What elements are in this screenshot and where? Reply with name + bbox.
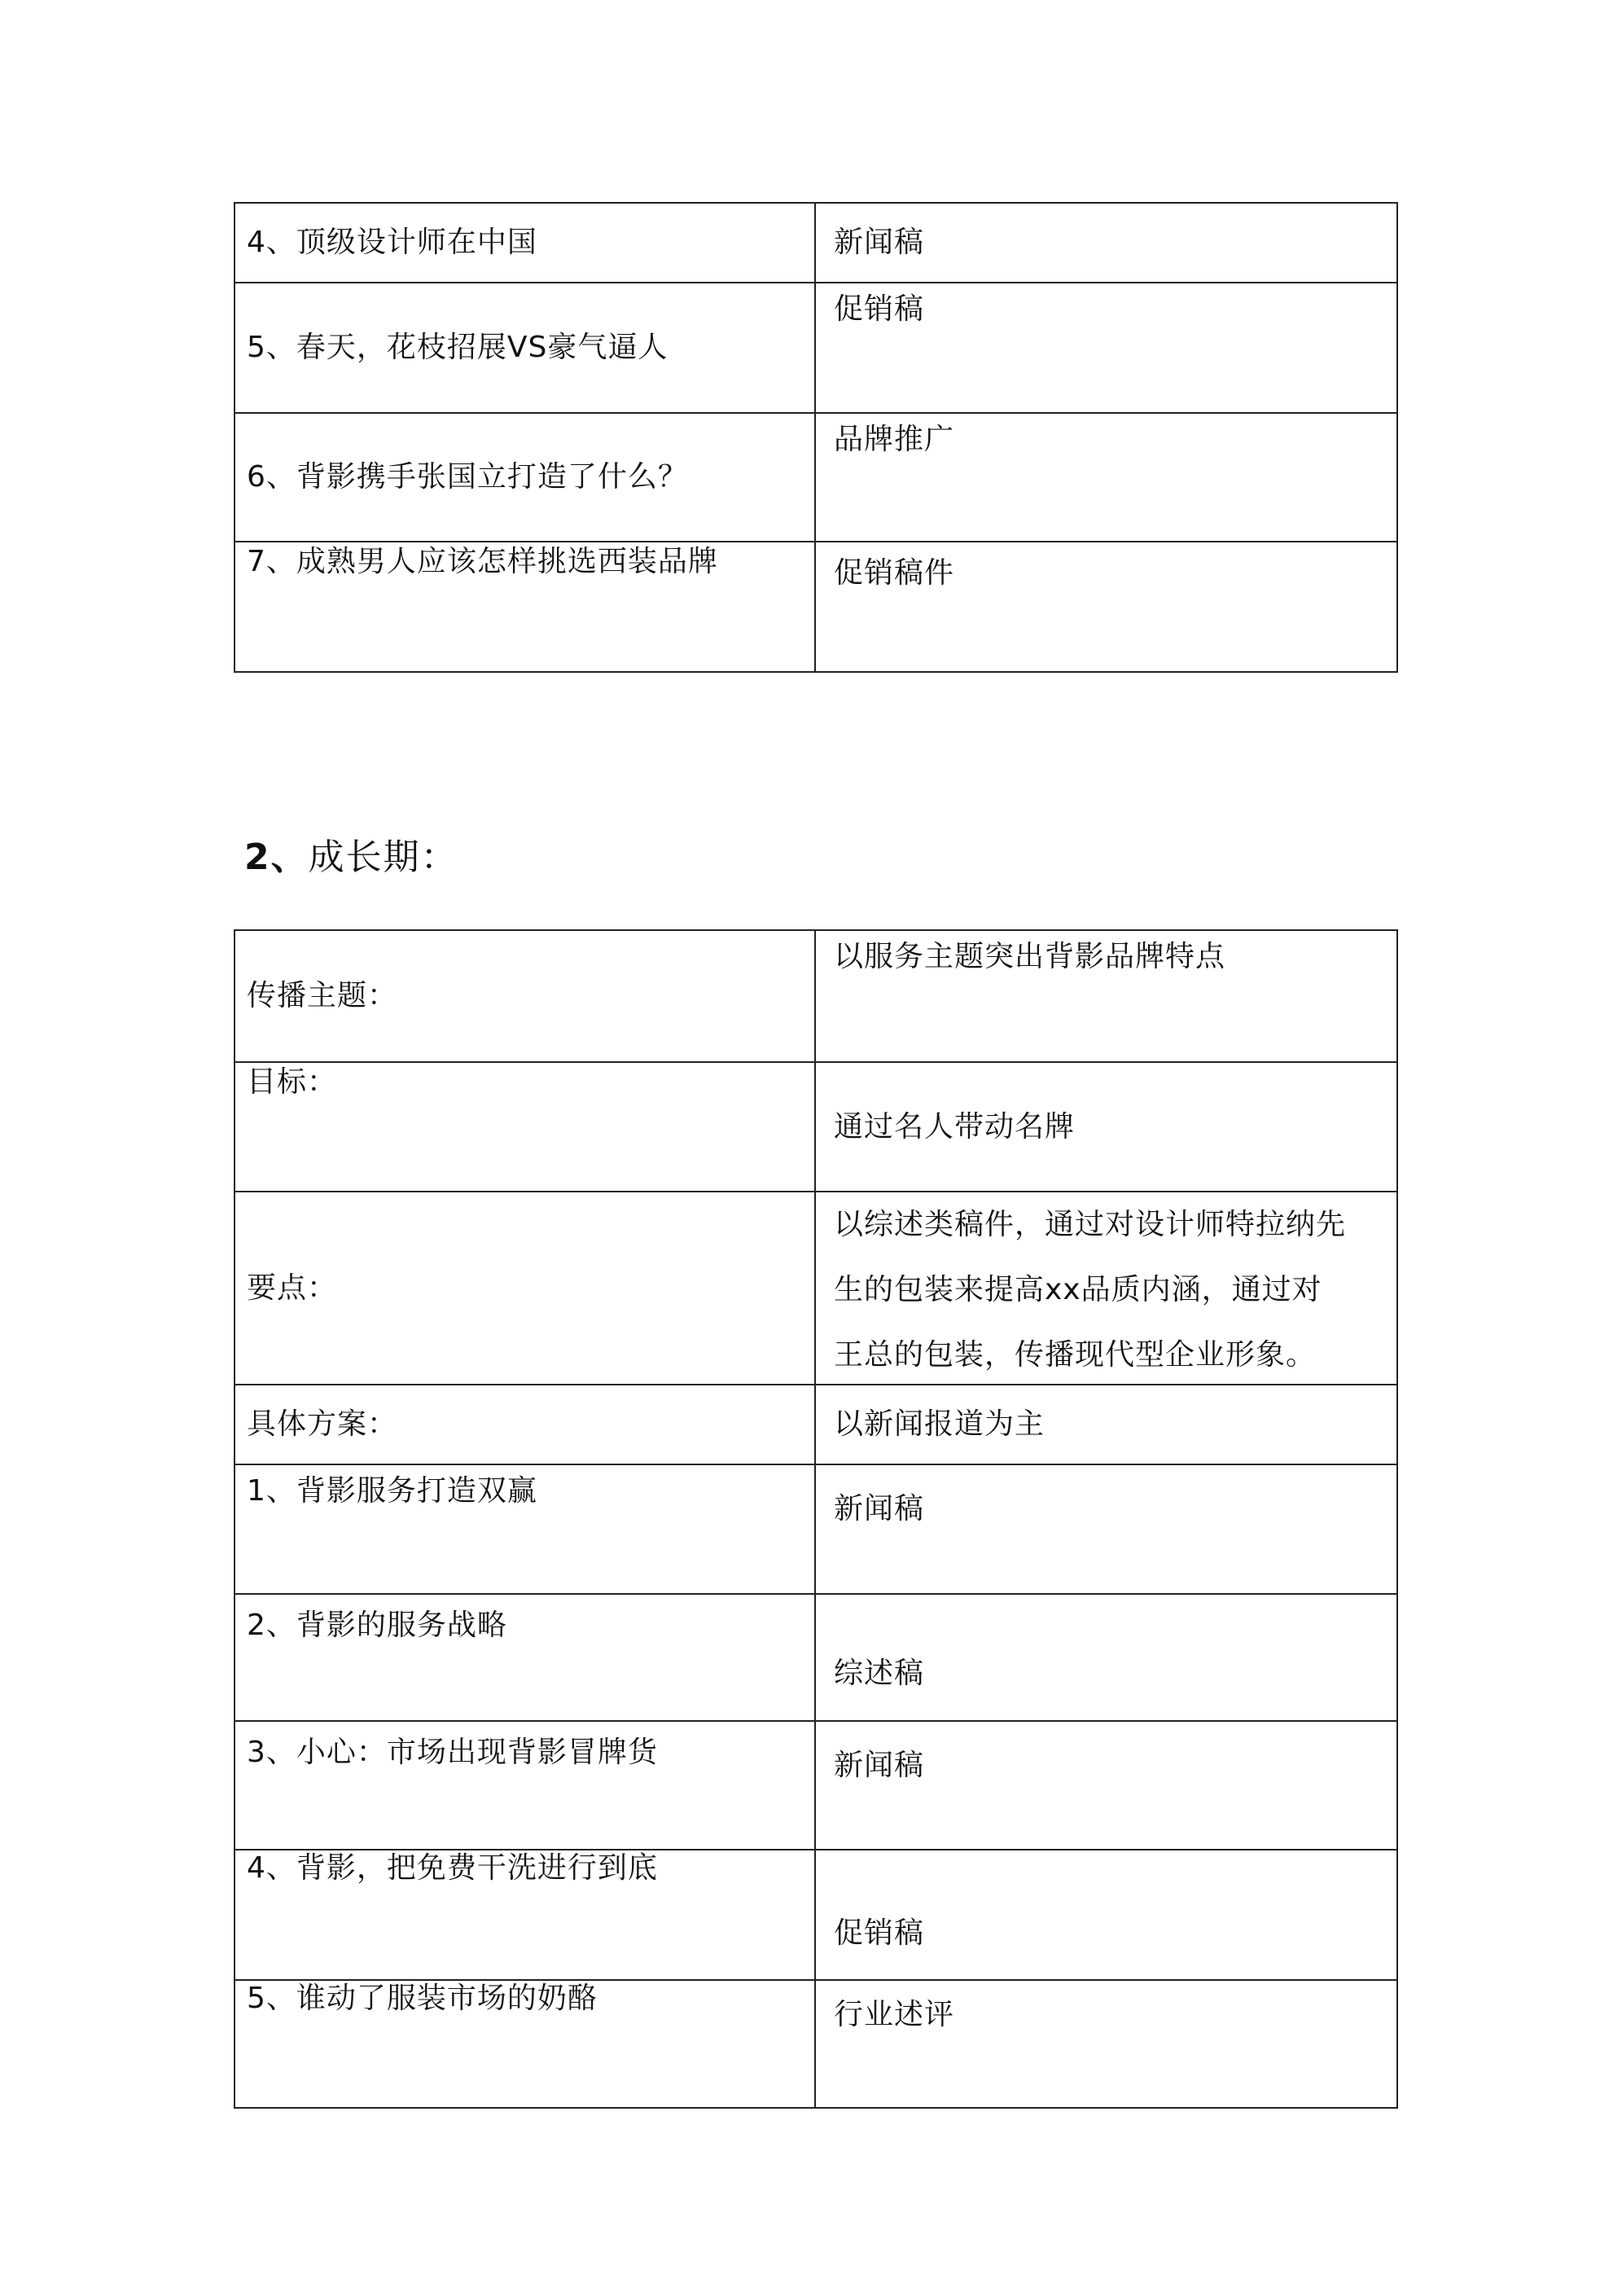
label-cell: 具体方案： xyxy=(235,1385,816,1464)
type-cell: 新闻稿 xyxy=(834,226,925,259)
type-cell: 品牌推广 xyxy=(834,423,955,456)
section-heading xyxy=(244,828,458,880)
table-growth-stage xyxy=(234,929,1398,2109)
table-row xyxy=(235,204,1396,282)
value-cell: 以新闻报道为主 xyxy=(834,1407,1046,1441)
text-line: 生的包装来提高xx品质内涵，通过对 xyxy=(834,1273,1322,1306)
type-cell: 行业述评 xyxy=(834,1998,955,2031)
table-row xyxy=(235,1061,1396,1191)
topic-cell: 1、背影服务打造双赢 xyxy=(235,1465,816,1593)
topic-cell: 6、背影携手张国立打造了什么？ xyxy=(235,414,816,541)
type-cell: 促销稿 xyxy=(834,292,925,326)
section-number: 2、 xyxy=(244,836,309,878)
table-row xyxy=(235,282,1396,412)
table-row xyxy=(235,1191,1396,1384)
table-topics-1 xyxy=(234,202,1398,673)
table-row xyxy=(235,1464,1396,1593)
type-cell: 综述稿 xyxy=(834,1657,925,1690)
type-cell: 新闻稿 xyxy=(834,1492,925,1526)
label-cell: 目标： xyxy=(235,1063,816,1191)
table-row xyxy=(235,412,1396,541)
table-row xyxy=(235,1720,1396,1849)
table-row xyxy=(235,541,1396,671)
table-row xyxy=(235,1979,1396,2107)
topic-cell: 3、小心：市场出现背影冒牌货 xyxy=(235,1722,816,1849)
text-line: 以综述类稿件，通过对设计师特拉纳先 xyxy=(834,1208,1347,1241)
topic-cell: 5、春天，花枝招展VS豪气逼人 xyxy=(235,283,816,412)
topic-cell: 4、背影，把免费干洗进行到底 xyxy=(235,1850,816,1979)
type-cell: 促销稿件 xyxy=(834,556,955,590)
table-row xyxy=(235,1593,1396,1720)
topic-cell: 5、谁动了服装市场的奶酪 xyxy=(235,1981,816,2107)
topic-cell: 7、成熟男人应该怎样挑选西装品牌 xyxy=(235,542,816,671)
table-row xyxy=(235,931,1396,1061)
text-line: 王总的包装，传播现代型企业形象。 xyxy=(834,1338,1317,1372)
value-cell xyxy=(816,1192,1396,1384)
label-cell: 传播主题： xyxy=(235,931,816,1061)
topic-cell: 2、背影的服务战略 xyxy=(235,1595,816,1720)
type-cell: 新闻稿 xyxy=(834,1749,925,1782)
table-row xyxy=(235,1849,1396,1979)
topic-cell: 4、顶级设计师在中国 xyxy=(235,204,816,282)
label-cell: 要点： xyxy=(235,1192,816,1384)
table-row xyxy=(235,1384,1396,1464)
value-cell: 通过名人带动名牌 xyxy=(834,1109,1076,1144)
type-cell: 促销稿 xyxy=(834,1916,925,1950)
value-cell: 以服务主题突出背影品牌特点 xyxy=(834,940,1226,973)
section-title: 成长期： xyxy=(308,836,458,878)
